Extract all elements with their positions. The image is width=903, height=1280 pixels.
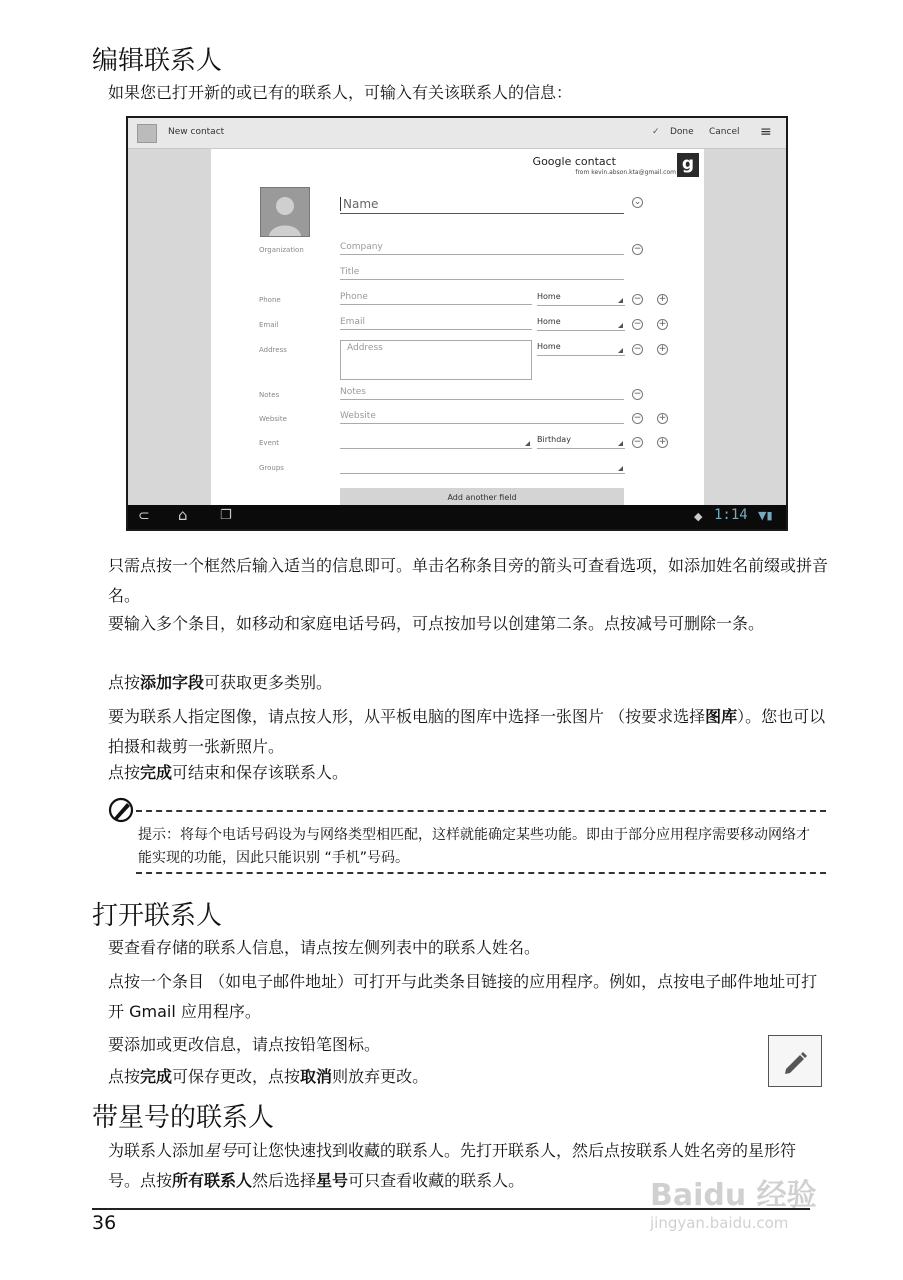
- account-name: Google contact: [532, 155, 616, 168]
- email-label: Email: [259, 321, 279, 329]
- section-heading-starred-contacts: 带星号的联系人: [92, 1103, 275, 1133]
- name-placeholder: Name: [340, 197, 378, 211]
- add-email-icon[interactable]: +: [658, 319, 667, 329]
- cancel-term: 取消: [300, 1067, 333, 1086]
- event-label: Event: [259, 439, 280, 447]
- instruction-paragraph: 要为联系人指定图像，请点按人形，从平板电脑的图库中选择一张图片 （按要求选择图库）。您也可以拍摄和裁剪一张新照片。: [108, 707, 826, 756]
- phone-type-select[interactable]: Home: [537, 292, 625, 306]
- edit-intro-paragraph: 如果您已打开新的或已有的联系人，可输入有关该联系人的信息：: [108, 83, 573, 102]
- status-clock: 1:14: [714, 507, 748, 523]
- address-label: Address: [259, 346, 287, 354]
- contact-form: [211, 149, 704, 507]
- google-icon: g: [677, 153, 699, 177]
- add-address-icon[interactable]: +: [658, 344, 667, 354]
- starred-paragraph: 为联系人添加星号可让您快速找到收藏的联系人。先打开联系人，然后点按联系人姓名旁的星形符号。点按所有联系人然后选择星号可只查看收藏的联系人。: [108, 1141, 797, 1190]
- done-button[interactable]: Done: [670, 127, 694, 137]
- home-icon[interactable]: ⌂: [178, 506, 188, 524]
- address-type-select[interactable]: Home: [537, 342, 625, 356]
- add-another-field-button[interactable]: Add another field: [340, 488, 624, 507]
- add-field-term: 添加字段: [140, 673, 205, 692]
- phone-label: Phone: [259, 296, 281, 304]
- remove-address-icon[interactable]: −: [633, 344, 642, 354]
- person-silhouette-icon: [261, 188, 309, 236]
- recent-apps-icon[interactable]: ❐: [220, 508, 232, 523]
- expand-name-icon[interactable]: ⌄: [633, 197, 642, 207]
- note-top-divider: [136, 810, 826, 812]
- system-nav-bar: [128, 505, 786, 529]
- pencil-icon-box: [768, 1035, 822, 1087]
- add-event-icon[interactable]: +: [658, 437, 667, 447]
- groups-label: Groups: [259, 464, 284, 472]
- instruction-paragraph: 要输入多个条目，如移动和家庭电话号码，可点按加号以创建第二条。点按减号可删除一条。: [108, 614, 765, 633]
- company-field[interactable]: Company: [340, 242, 624, 255]
- done-check-icon: ✓: [652, 127, 660, 137]
- open-paragraph: 要添加或更改信息，请点按铅笔图标。: [108, 1035, 381, 1054]
- signal-battery-icon: ▼▮: [758, 509, 773, 522]
- website-label: Website: [259, 415, 287, 423]
- section-heading-open-contact: 打开联系人: [92, 901, 223, 931]
- remove-email-icon[interactable]: −: [633, 319, 642, 329]
- menu-icon[interactable]: ≡: [760, 124, 772, 140]
- open-paragraph: 要查看存储的联系人信息，请点按左侧列表中的联系人姓名。: [108, 938, 541, 957]
- pencil-icon: [769, 1036, 821, 1086]
- baidu-watermark: [650, 1170, 850, 1240]
- cancel-button[interactable]: Cancel: [709, 127, 740, 137]
- watermark-brand: Baidu 经验: [650, 1178, 817, 1213]
- instruction-paragraph: 点按完成可结束和保存该联系人。: [108, 763, 349, 782]
- done-term: 完成: [140, 763, 173, 782]
- note-text: 提示：将每个电话号码设为与网络类型相匹配，这样就能确定某些功能。即由于部分应用程序需要移动网络才能实现的功能，因此只能识别 “手机”号码。: [138, 827, 810, 866]
- note-pen-icon: [108, 797, 134, 823]
- star-term-italic: 星号: [204, 1141, 237, 1160]
- remove-website-icon[interactable]: −: [633, 413, 642, 423]
- notes-field[interactable]: Notes: [340, 387, 624, 400]
- done-term: 完成: [140, 1067, 173, 1086]
- address-field[interactable]: Address: [340, 340, 532, 380]
- contacts-app-icon: [137, 124, 157, 143]
- instruction-paragraph: 点按添加字段可获取更多类别。: [108, 673, 333, 692]
- all-contacts-term: 所有联系人: [172, 1171, 253, 1190]
- phone-field[interactable]: Phone: [340, 292, 532, 305]
- add-phone-icon[interactable]: +: [658, 294, 667, 304]
- contact-editor-screenshot: [126, 116, 788, 531]
- website-field[interactable]: Website: [340, 411, 624, 424]
- section-heading-edit-contact: 编辑联系人: [92, 46, 223, 76]
- open-paragraph: 点按一个条目 （如电子邮件地址）可打开与此类条目链接的应用程序。例如，点按电子邮件地址可打开 Gmail 应用程序。: [108, 972, 818, 1021]
- groups-select[interactable]: [340, 460, 625, 474]
- back-icon[interactable]: ⊂: [138, 508, 150, 524]
- page-number: 36: [92, 1212, 117, 1234]
- action-bar-title: New contact: [168, 127, 225, 137]
- note-bottom-divider: [136, 872, 826, 874]
- remove-notes-icon[interactable]: −: [633, 389, 642, 399]
- organization-label: Organization: [259, 246, 304, 254]
- email-field[interactable]: Email: [340, 317, 532, 330]
- android-icon: ◆: [694, 510, 703, 523]
- remove-phone-icon[interactable]: −: [633, 294, 642, 304]
- title-field[interactable]: Title: [340, 267, 624, 280]
- gallery-term: 图库: [705, 707, 738, 726]
- name-field[interactable]: [340, 197, 624, 214]
- event-date-select[interactable]: [340, 435, 532, 449]
- event-type-select[interactable]: Birthday: [537, 435, 625, 449]
- add-website-icon[interactable]: +: [658, 413, 667, 423]
- account-email: from kevin.abson.kta@gmail.com: [575, 169, 676, 176]
- star-term: 星号: [316, 1171, 349, 1190]
- watermark-url: jingyan.baidu.com: [650, 1214, 789, 1232]
- email-type-select[interactable]: Home: [537, 317, 625, 331]
- action-bar: [128, 118, 786, 149]
- remove-event-icon[interactable]: −: [633, 437, 642, 447]
- instruction-paragraph: 只需点按一个框然后输入适当的信息即可。单击名称条目旁的箭头可查看选项，如添加姓名前缀或拼音名。: [108, 556, 829, 605]
- notes-label: Notes: [259, 391, 280, 399]
- remove-organization-icon[interactable]: −: [633, 244, 642, 254]
- open-paragraph: 点按完成可保存更改，点按取消则放弃更改。: [108, 1067, 429, 1086]
- contact-photo[interactable]: [260, 187, 310, 237]
